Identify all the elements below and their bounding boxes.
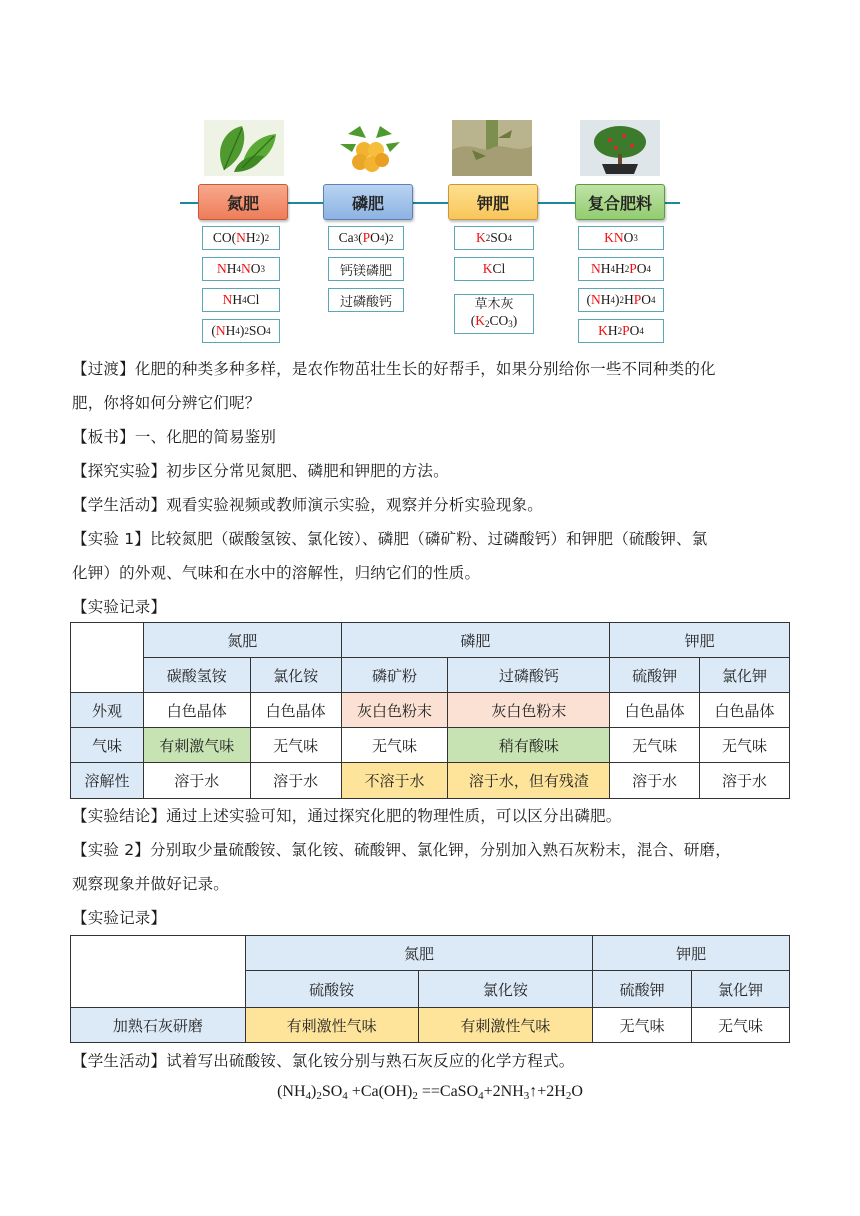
formula-box: 草木灰 $(K_2CO_3)$ (454, 294, 534, 334)
paragraph-blackboard (72, 420, 792, 454)
formula-box: Ca 3 ( P O 4 ) 2 (328, 226, 404, 250)
table-cell: 有刺激气味 (143, 728, 250, 763)
table-sub-header: 碳酸氢铵 (143, 658, 250, 693)
row-label: 外观 (71, 693, 144, 728)
paragraph-text: 试着写出硫酸铵、氯化铵分别与熟石灰反应的化学方程式。 (166, 1052, 575, 1070)
table-cell: 溶于水 (250, 763, 341, 799)
chemical-equation: $(NH_4)_2SO_4 +Ca(OH)_2$ $==CaSO_4+2NH_3↑+2H_2O$ (277, 1083, 583, 1102)
table-row (71, 763, 790, 799)
table-sub-header: 硫酸钾 (593, 971, 692, 1008)
section-tag: 【过渡】 (72, 360, 135, 378)
paragraph-text: 肥，你将如何分辨它们呢？ (72, 394, 261, 412)
category-label: 磷肥 (351, 193, 384, 213)
category-label: 复合肥料 (587, 193, 652, 213)
formula-box: N H 4 N O 3 (202, 257, 280, 281)
table-sub-header: 过磷酸钙 (448, 658, 610, 693)
table-corner (71, 936, 246, 1008)
table-cell: 溶于水，但有残渣 (448, 763, 610, 799)
table-sub-header: 氯化铵 (250, 658, 341, 693)
section-tag: 【学生活动】 (72, 496, 167, 514)
category-label: 氮肥 (226, 193, 259, 213)
formula-box: K Cl (454, 257, 534, 281)
formula-box: K 2 SO 4 (454, 226, 534, 250)
table-cell: 有刺激性气味 (245, 1008, 418, 1043)
table-sub-header: 硫酸铵 (245, 971, 418, 1008)
table-group-header: 钾肥 (593, 936, 790, 971)
paragraph-text: 化钾）的外观、气味和在水中的溶解性，归纳它们的性质。 (72, 564, 481, 582)
formula-box: CO( N H 2 ) 2 (202, 226, 280, 250)
experiment-2-table (70, 935, 790, 1043)
row-label: 气味 (71, 728, 144, 763)
table-sub-header: 氯化铵 (418, 971, 593, 1008)
table-cell: 溶于水 (610, 763, 700, 799)
paragraph-explore (72, 454, 792, 488)
paragraph-activity (72, 488, 792, 522)
table-sub-header: 磷矿粉 (341, 658, 448, 693)
paragraph-conclusion (72, 799, 792, 833)
table-cell: 无气味 (593, 1008, 692, 1043)
table-row (71, 693, 790, 728)
table-group-header: 氮肥 (245, 936, 593, 971)
section-tag: 【探究实验】 (72, 462, 167, 480)
paragraph-text: 初步区分常见氮肥、磷肥和钾肥的方法。 (166, 462, 449, 480)
row-label: 加熟石灰研磨 (71, 1008, 246, 1043)
section-tag: 【实验记录】 (72, 909, 167, 927)
paragraph-text: 观察现象并做好记录。 (72, 875, 230, 893)
formula-box: K N O 3 (578, 226, 664, 250)
table-sub-header: 氯化钾 (692, 971, 790, 1008)
table-cell: 无气味 (250, 728, 341, 763)
fruit-icon (330, 120, 410, 176)
table-group-header: 氮肥 (143, 623, 341, 658)
category-nitrogen (198, 184, 288, 220)
table-row (71, 728, 790, 763)
table-cell: 溶于水 (143, 763, 250, 799)
paragraph-transition (72, 352, 792, 420)
table-cell: 白色晶体 (250, 693, 341, 728)
stem-icon (452, 120, 532, 176)
section-tag: 【学生活动】 (72, 1052, 167, 1070)
section-tag: 【实验结论】 (72, 807, 167, 825)
table-group-header: 磷肥 (341, 623, 610, 658)
section-tag: 【实验 2】 (72, 841, 150, 859)
table-cell: 灰白色粉末 (448, 693, 610, 728)
section-tag: 【实验 1】 (72, 530, 150, 548)
paragraph-text: 分别取少量硫酸铵、氯化铵、硫酸钾、氯化钾，分别加入熟石灰粉末，混合、研磨， (150, 841, 731, 859)
paragraph-text: 比较氮肥（碳酸氢铵、氯化铵）、磷肥（磷矿粉、过磷酸钙）和钾肥（硫酸钾、氯 (150, 530, 708, 548)
bonsai-icon (580, 120, 660, 176)
formula-box: N H 4 Cl (202, 288, 280, 312)
table-group-header: 钾肥 (610, 623, 790, 658)
section-tag: 【板书】 (72, 428, 135, 446)
table-cell: 稍有酸味 (448, 728, 610, 763)
section-tag: 【实验记录】 (72, 598, 167, 616)
table-cell: 无气味 (341, 728, 448, 763)
paragraph-activity-2 (72, 1044, 792, 1078)
category-phosphorus (323, 184, 413, 220)
table-cell: 无气味 (610, 728, 700, 763)
table-cell: 无气味 (700, 728, 790, 763)
formula-box: 钙镁磷肥 (328, 257, 404, 281)
paragraph-experiment-2 (72, 833, 792, 901)
table-cell: 不溶于水 (341, 763, 448, 799)
table-sub-header: 氯化钾 (700, 658, 790, 693)
category-potassium (448, 184, 538, 220)
table-row (71, 1008, 790, 1043)
formula-box: ( N H 4 ) 2 SO 4 (202, 319, 280, 343)
table-cell: 灰白色粉末 (341, 693, 448, 728)
table-sub-header: 硫酸钾 (610, 658, 700, 693)
table-cell: 溶于水 (700, 763, 790, 799)
table-cell: 白色晶体 (610, 693, 700, 728)
leaf-icon (204, 120, 284, 176)
formula-box: ( N H 4 ) 2 H P O 4 (578, 288, 664, 312)
category-label: 钾肥 (476, 193, 509, 213)
row-label: 溶解性 (71, 763, 144, 799)
paragraph-text: 化肥的种类多种多样，是农作物茁壮生长的好帮手，如果分别给你一些不同种类的化 (134, 360, 716, 378)
formula-box: N H 4 H 2 P O 4 (578, 257, 664, 281)
table-cell: 白色晶体 (143, 693, 250, 728)
paragraph-record-1 (72, 590, 792, 624)
formula-box: K H 2 P O 4 (578, 319, 664, 343)
paragraph-record-2 (72, 901, 792, 935)
paragraph-text: 一、化肥的简易鉴别 (134, 428, 277, 446)
table-cell: 白色晶体 (700, 693, 790, 728)
experiment-1-table (70, 622, 790, 799)
category-compound (575, 184, 665, 220)
paragraph-text: 观看实验视频或教师演示实验，观察并分析实验现象。 (166, 496, 544, 514)
fertilizer-diagram (180, 118, 680, 348)
table-corner (71, 623, 144, 693)
table-cell: 有刺激性气味 (418, 1008, 593, 1043)
formula-box: 过磷酸钙 (328, 288, 404, 312)
paragraph-text: 通过上述实验可知，通过探究化肥的物理性质，可以区分出磷肥。 (166, 807, 622, 825)
paragraph-experiment-1 (72, 522, 792, 590)
table-cell: 无气味 (692, 1008, 790, 1043)
